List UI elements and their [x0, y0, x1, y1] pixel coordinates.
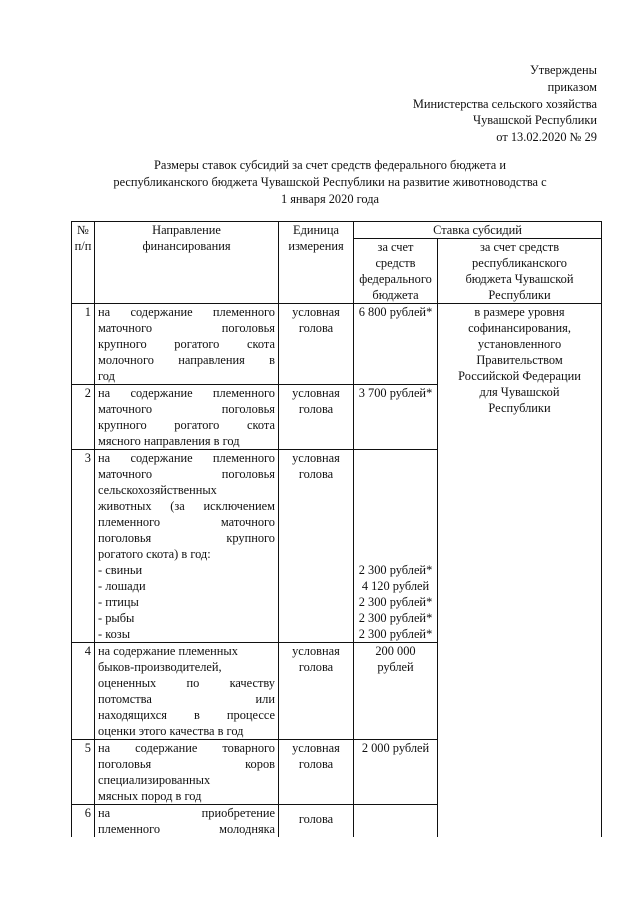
row-num: 1: [72, 304, 95, 385]
row-num: 5: [72, 740, 95, 805]
row-direction: на содержание товарного поголовья коров специализированных мясных пород в год: [95, 740, 279, 805]
row-direction: на содержание племенных быков-производителей, оцененных по качеству потомства или находящихся в процессе оценки этого качества в год: [95, 643, 279, 740]
table-header-row: [72, 222, 602, 239]
row-direction: на приобретение племенного молодняка: [95, 805, 279, 838]
title-line: 1 января 2020 года: [280, 191, 380, 206]
row-federal-rate: 200 000 рублей: [354, 643, 438, 740]
row-unit: условная голова: [279, 740, 354, 805]
row-federal-rate: 2 000 рублей: [354, 740, 438, 805]
header-regional: за счет средств республиканского бюджета Чувашской Республики: [438, 239, 602, 304]
title-line: республиканского бюджета Чувашской Республики на развитие животноводства с: [113, 174, 547, 189]
row-unit: условная голова: [279, 304, 354, 385]
approval-block: [413, 62, 597, 146]
row-federal-rate: 2 300 рублей* 4 120 рублей 2 300 рублей* 2 300 рублей* 2 300 рублей*: [354, 450, 438, 643]
row-num: 3: [72, 450, 95, 643]
row-unit: условная голова: [279, 643, 354, 740]
row-unit: условная голова: [279, 450, 354, 643]
approval-line: Министерства сельского хозяйства: [412, 96, 597, 111]
approval-line: Чувашской Республики: [473, 113, 597, 128]
row-num: 2: [72, 385, 95, 450]
row-federal-rate: [354, 805, 438, 838]
subsidy-rates-table: [71, 221, 602, 837]
row-num: 4: [72, 643, 95, 740]
table-row: [72, 304, 602, 385]
document-title: [74, 157, 586, 207]
approval-line: приказом: [547, 79, 597, 94]
header-rate: Ставка субсидий: [354, 222, 602, 239]
header-federal: за счет средств федерального бюджета: [354, 239, 438, 304]
header-unit: Единица измерения: [279, 222, 354, 304]
title-line: Размеры ставок субсидий за счет средств федерального бюджета и: [154, 158, 506, 172]
row-federal-rate: 6 800 рублей*: [354, 304, 438, 385]
row-direction: на содержание племенного маточного поголовья крупного рогатого скота мясного направления в год: [95, 385, 279, 450]
regional-rate-merged: в размере уровня софинансирования, установленного Правительством Российской Федерации для Чувашской Республики: [438, 304, 602, 838]
row-num: 6: [72, 805, 95, 838]
row-direction: на содержание племенного маточного поголовья сельскохозяйственных животных (за исключением племенного маточного поголовья крупного рогатого скота) в год: - свиньи - лошади - птицы - рыбы - козы: [95, 450, 279, 643]
row-unit: голова: [279, 805, 354, 838]
row-direction: на содержание племенного маточного поголовья крупного рогатого скота молочного направления в год: [95, 304, 279, 385]
header-direction: Направление финансирования: [95, 222, 279, 304]
approval-line: Утверждены: [530, 63, 597, 77]
header-num: № п/п: [72, 222, 95, 304]
row-federal-rate: 3 700 рублей*: [354, 385, 438, 450]
row-unit: условная голова: [279, 385, 354, 450]
approval-line: от 13.02.2020 № 29: [496, 130, 597, 145]
